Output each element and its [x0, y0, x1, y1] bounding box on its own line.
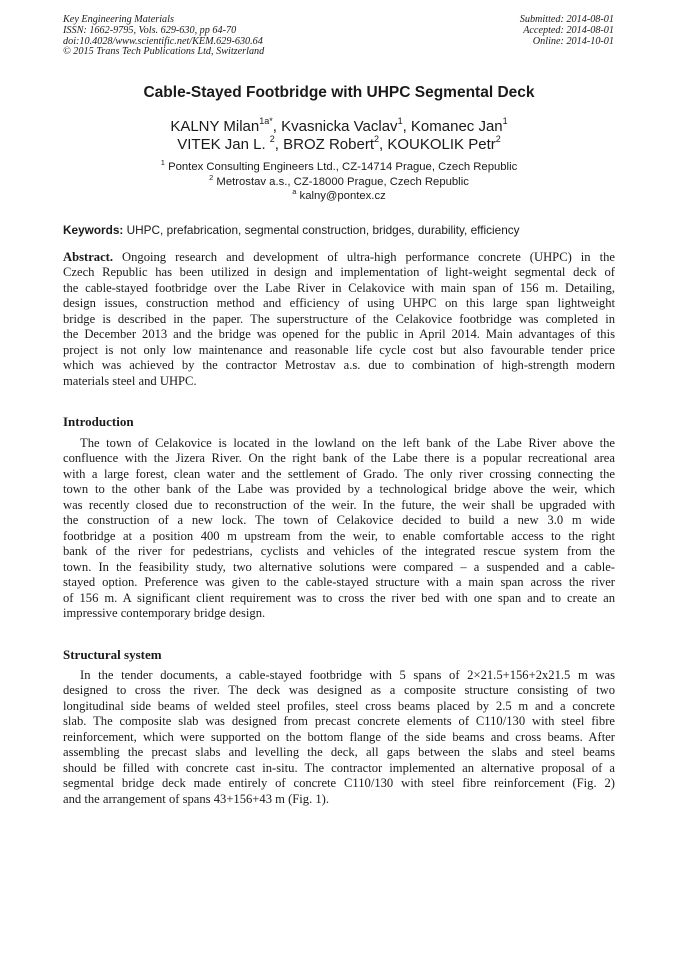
paragraph-line: impressive contemporary bridge design.	[63, 606, 266, 621]
author-line-2	[63, 133, 615, 154]
abstract-line: design issues, construction method and efficiency of using UHPC on this large span lightweight	[63, 296, 615, 311]
author-name: KOUKOLIK Petr	[387, 135, 496, 153]
paragraph-line: town. In the feasibility study, two alternative solutions were compared – a suspended and a cable-	[63, 559, 615, 574]
abstract-label: Abstract.	[63, 250, 114, 264]
paragraph-line: town to the other bank of the Labe was provided by a technological bridge above the weir, which	[63, 482, 615, 497]
author-affiliation-mark: 1	[397, 116, 403, 126]
author-separator: ,	[402, 118, 411, 135]
abstract-line: project is not only low maintenance and reasonable life cycle cost but also favourable tender price	[63, 342, 615, 357]
author-affiliation-mark: 2	[495, 133, 501, 144]
paragraph-line: In the tender documents, a cable-stayed footbridge with 5 spans of 2×21.5+156+2x21.5 m was	[80, 668, 615, 682]
keywords	[63, 223, 615, 238]
structural-system-paragraph	[63, 668, 615, 807]
author-name: Kvasnicka Vaclav	[281, 118, 398, 135]
paragraph-line: The town of Celakovice is located in the lowland on the left bank of the Labe River above the	[80, 436, 615, 450]
abstract-line	[63, 250, 615, 265]
paragraph-line: confluence with the Jizera River. On the right bank of the Labe there is a popular recreational area	[63, 451, 615, 466]
journal-info	[63, 15, 264, 58]
paragraph-line: segmental bridge deck made entirely of concrete C110/130 with steel fibre reinforcement (Fig. 2)	[63, 776, 615, 791]
affiliation-mark: 1	[160, 158, 165, 167]
submitted-date: Submitted: 2014-08-01	[519, 14, 614, 25]
contact-email	[63, 189, 615, 204]
copyright-line: © 2015 Trans Tech Publications Ltd, Switzerland	[63, 46, 265, 58]
paragraph-line: assembling the precast slabs and levelling the deck, all gaps between the slabs and steel beams	[63, 745, 615, 760]
online-date: Online: 2014-10-01	[532, 35, 614, 47]
affiliation-text: Metrostav a.s., CZ-18000 Prague, Czech Republic	[213, 175, 469, 188]
paragraph-line: stayed option. Preference was given to the cable-stayed structure with a main span across the river	[63, 575, 615, 590]
affiliation-mark: 2	[209, 172, 214, 182]
abstract-line: bridge is described in the paper. The superstructure of the Celakovice footbridge was completed in	[63, 311, 615, 326]
keywords-label: Keywords:	[63, 223, 124, 237]
author-affiliation-mark: 1a*	[259, 116, 273, 126]
paragraph-line: bank of the river for pedestrians, cyclists and vehicles of the integrated rescue system from the	[63, 544, 615, 559]
issn-line: ISSN: 1662-9795, Vols. 629-630, pp 64-70	[63, 24, 237, 36]
abstract-line: the December 2013 and the bridge was opened for the public in April 2014. Main advantages of this	[63, 327, 615, 342]
paragraph-line: was recently closed due to reconstruction of the weir. In the future, the weir shall be upgraded with	[63, 497, 615, 512]
author-line-1	[63, 118, 615, 136]
affiliations	[63, 160, 615, 204]
affiliation-mark: a	[292, 187, 297, 196]
doi-line: doi:10.4028/www.scientific.net/KEM.629-630.64	[63, 35, 263, 47]
paragraph-line: footbridge at a position 400 m upstream from the weir, to enable comfortable access to the right	[63, 528, 615, 543]
email-text: kalny@pontex.cz	[296, 190, 386, 202]
affiliation-1	[63, 160, 615, 175]
keywords-text: UHPC, prefabrication, segmental construction, bridges, durability, efficiency	[123, 223, 520, 237]
paragraph-line: should be filled with concrete cast in-situ. The contractor implemented an alternative proposal of a	[63, 760, 615, 775]
affiliation-text: Pontex Consulting Engineers Ltd., CZ-14714 Prague, Czech Republic	[164, 161, 518, 173]
author-name: VITEK Jan L.	[177, 135, 270, 153]
author-affiliation-mark: 2	[269, 133, 275, 144]
author-separator: ,	[379, 135, 388, 153]
author-separator: ,	[272, 118, 282, 135]
author-name: BROZ Robert	[283, 135, 374, 153]
author-name: Komanec Jan	[410, 118, 503, 135]
paragraph-line: with a large forest, clean water and the settlement of Grado. The only river crossing connecting the	[63, 466, 615, 481]
paragraph-line: of 156 m. A significant client requirement was to cross the river bed with one span and to create an	[63, 590, 615, 605]
abstract	[63, 250, 615, 389]
publication-dates	[520, 15, 614, 47]
abstract-text: Ongoing research and development of ultra-high performance concrete (UHPC) in the	[113, 250, 615, 264]
abstract-line: which was achieved by the contractor Metrostav a.s. due to combination of high-strength modern	[63, 358, 615, 373]
journal-name: Key Engineering Materials	[63, 14, 174, 25]
affiliation-2	[63, 172, 615, 190]
author-affiliation-mark: 1	[502, 116, 508, 126]
abstract-line: Czech Republic has been utilized in design and implementation of light-weight segmental deck of	[63, 265, 615, 280]
author-name: KALNY Milan	[170, 118, 260, 135]
paragraph-line: designed to cross the river. The deck was designed as a composite structure consisting of two	[63, 683, 615, 698]
paragraph-line: slab. The composite slab was designed from precast concrete elements of C110/130 with steel fibre	[63, 714, 615, 729]
author-separator: ,	[274, 135, 284, 153]
author-affiliation-mark: 2	[374, 133, 380, 144]
paragraph-line: and the arrangement of spans 43+156+43 m (Fig. 1).	[63, 791, 330, 806]
section-heading-structural-system: Structural system	[63, 647, 162, 662]
introduction-paragraph	[63, 436, 615, 622]
author-list	[63, 118, 615, 153]
paper-title: Cable-Stayed Footbridge with UHPC Segmental Deck	[143, 84, 535, 101]
paragraph-line: reinforcement, which were supported on the bottom flange of the side beams and cross beams. After	[63, 729, 615, 744]
accepted-date: Accepted: 2014-08-01	[523, 24, 614, 36]
paragraph-line: longitudinal side beams of welded steel profiles, steel cross beams placed by 2.5 m and a concrete	[63, 698, 615, 713]
abstract-line: materials steel and UHPC.	[63, 373, 197, 388]
paragraph-line: the construction of a new lock. The town of Celakovice decided to build a new 3.0 m wide	[63, 513, 615, 528]
abstract-line: the cable-stayed footbridge over the Labe River in Celakovice with main span of 156 m. Detailing,	[63, 280, 615, 295]
section-heading-introduction: Introduction	[63, 414, 134, 429]
